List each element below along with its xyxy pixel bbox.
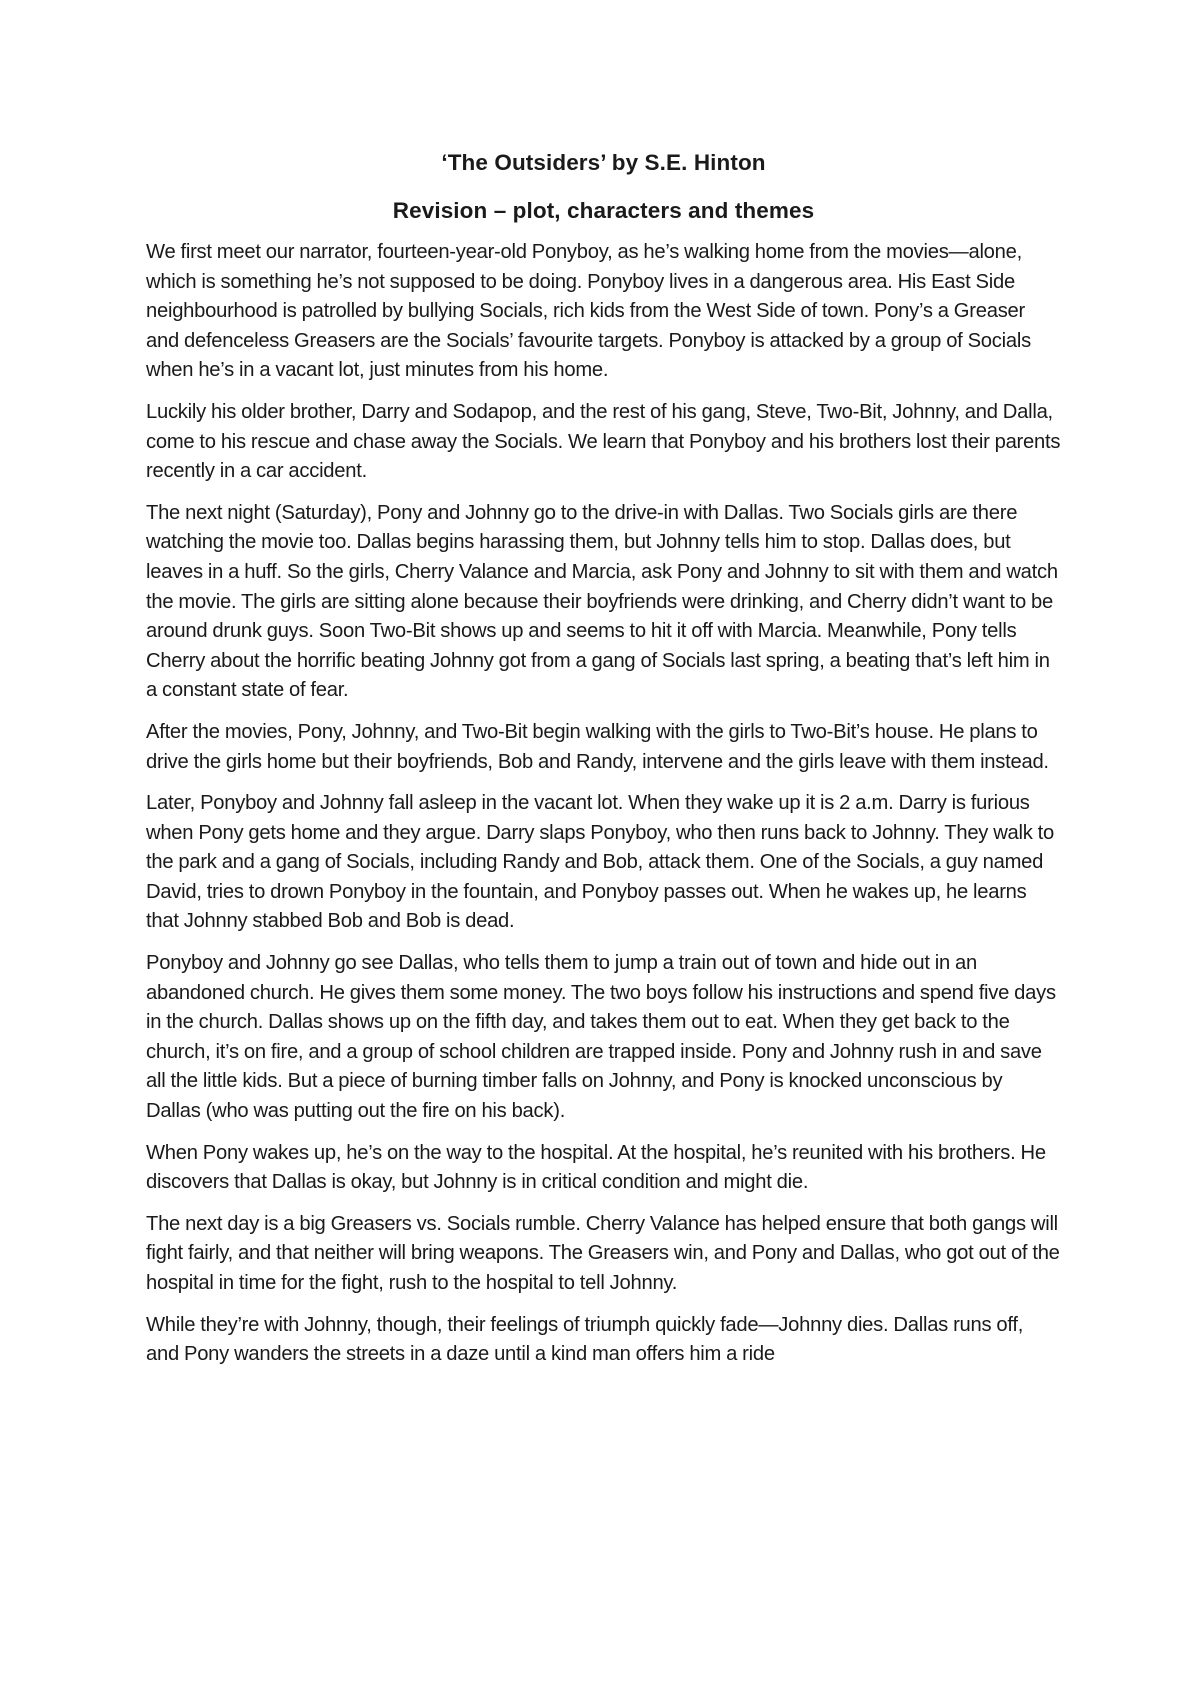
paragraph-johnny-dies: While they’re with Johnny, though, their feelings of triumph quickly fade—Johnny dies. Dallas runs off, and Pony wanders the streets in a daze until a kind man offers him a ride bbox=[146, 1313, 1024, 1366]
paragraph-drive-in: The next night (Saturday), Pony and Johnny go to the drive-in with Dallas. Two Socials girls are there watching the movie too. Dallas begins harassing them, but Johnny tells him to stop. Dallas does, but leaves in a huff. So the girls, Cherry Valance and Marcia, ask Pony and Johnny to sit with them and watch the movie. The girls are sitting alone because their boyfriends were drinking, and Cherry didn’t want to be around drunk guys. Soon Two-Bit shows up and seems to hit it off with Marcia. Meanwhile, Pony tells Cherry about the horrific beating Johnny got from a gang of Socials last spring, a beating that’s left him in a constant state of fear. bbox=[146, 501, 1058, 702]
document-subtitle: Revision – plot, characters and themes bbox=[392, 198, 815, 223]
paragraph-walk-home: After the movies, Pony, Johnny, and Two-Bit begin walking with the girls to Two-Bit’s house. He plans to drive the girls home but their boyfriends, Bob and Randy, intervene and the girls leave with them instead. bbox=[146, 720, 1049, 773]
document-body bbox=[146, 238, 1061, 1370]
paragraph-church-fire: Ponyboy and Johnny go see Dallas, who tells them to jump a train out of town and hide out in an abandoned church. He gives them some money. The two boys follow his instructions and spend five days in the church. Dallas shows up on the fifth day, and takes them out to eat. When they get back to the church, it’s on fire, and a group of school children are trapped inside. Pony and Johnny rush in and save all the little kids. But a piece of burning timber falls on Johnny, and Pony is knocked unconscious by Dallas (who was putting out the fire on his back). bbox=[146, 952, 1056, 1123]
document-content bbox=[146, 146, 1061, 1382]
paragraph-gang-rescue: Luckily his older brother, Darry and Sodapop, and the rest of his gang, Steve, Two-Bit, Johnny, and Dalla, come to his rescue and chase away the Socials. We learn that Ponyboy and his brothers lost their parents recently in a car accident. bbox=[146, 400, 1061, 483]
paragraph-opening-attack: We first meet our narrator, fourteen-year-old Ponyboy, as he’s walking home from the movies—alone, which is something he’s not supposed to be doing. Ponyboy lives in a dangerous area. His East Side neighbourhood is patrolled by bullying Socials, rich kids from the West Side of town. Pony’s a Greaser and defenceless Greasers are the Socials’ favourite targets. Ponyboy is attacked by a group of Socials when he’s in a vacant lot, just minutes from his home. bbox=[146, 241, 1031, 382]
paragraph-hospital: When Pony wakes up, he’s on the way to the hospital. At the hospital, he’s reunited with his brothers. He discovers that Dallas is okay, but Johnny is in critical condition and might die. bbox=[146, 1141, 1046, 1194]
paragraph-rumble: The next day is a big Greasers vs. Socials rumble. Cherry Valance has helped ensure that both gangs will fight fairly, and that neither will bring weapons. The Greasers win, and Pony and Dallas, who got out of the hospital in time for the fight, rush to the hospital to tell Johnny. bbox=[146, 1212, 1060, 1294]
document-title: ‘The Outsiders’ by S.E. Hinton bbox=[441, 150, 766, 175]
paragraph-park-fight: Later, Ponyboy and Johnny fall asleep in the vacant lot. When they wake up it is 2 a.m. Darry is furious when Pony gets home and they argue. Darry slaps Ponyboy, who then runs back to Johnny. They walk to the park and a gang of Socials, including Randy and Bob, attack them. One of the Socials, a guy named David, tries to drown Ponyboy in the fountain, and Ponyboy passes out. When he wakes up, he learns that Johnny stabbed Bob and Bob is dead. bbox=[146, 792, 1054, 933]
